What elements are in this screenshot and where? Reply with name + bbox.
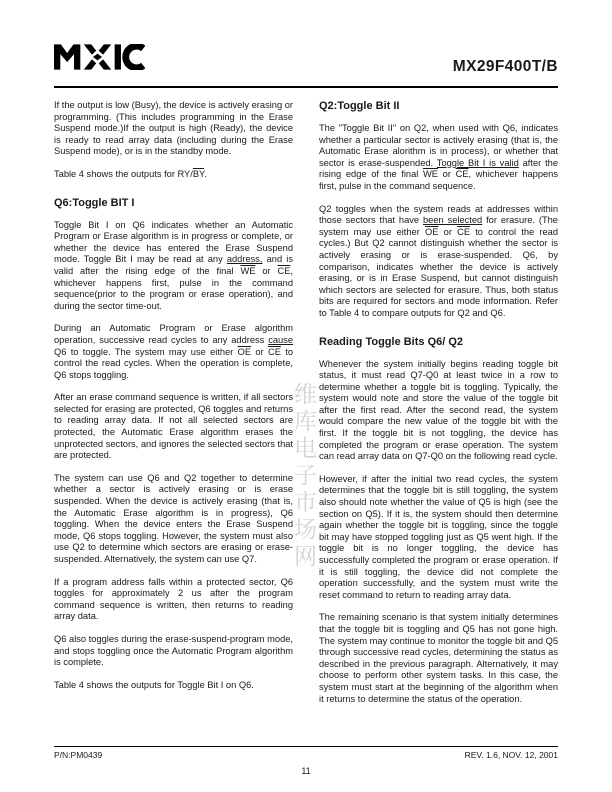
paragraph-erase-suspend-program: Q6 also toggles during the erase-suspend-program mode, and stops toggling once the Automatic Program algorithm is complete. [54, 633, 293, 668]
header-divider [54, 86, 558, 88]
macronix-logo [54, 44, 149, 75]
page-footer [54, 746, 558, 776]
section-heading-reading-toggle-bits: Reading Toggle Bits Q6/ Q2 [319, 335, 464, 348]
right-column [319, 100, 558, 744]
paragraph-toggle-bit-2-intro: The "Toggle Bit II" on Q2, when used with Q6, indicates whether a particular sector is actively erasing (that is, the Automatic Erase alorithm is in process), or whether that sector is erase-suspended. Toggle Bit I is valid after the rising edge of the final $\overline{WE}$ or $\overline{CE}$, whichever happens first, pulse in the command sequence. [319, 123, 558, 191]
paragraph-q2-toggles: Q2 toggles when the system reads at addresses within those sectors that have been selected for erasure. (The system may use either $\overline{OE}$ or $\overline{CE}$ to control the read cycles.) But Q2 cannot distinguish whether the sector is actively erasing or is erase-suspended. Q6, by comparison, indicates whether the device is actively erasing, or is in Erase Suspend, but cannot distinguish which sectors are selected for erasure. Thus, both status bits are required for sectors and mode information. Refer to Table 4 to compare outputs for Q2 and Q6. [319, 203, 558, 318]
document-body [54, 100, 558, 744]
document-part-number: P/N:PM0439 [54, 750, 103, 760]
paragraph-protected-sector: If a program address falls within a protected sector, Q6 toggles for approximately 2 us after the program command sequence is written, then returns to reading array data. [54, 576, 293, 622]
paragraph-output-status: If the output is low (Busy), the device is actively erasing or programming. (This includes programming in the Erase Suspend mode.)If the output is high (Ready), the device is ready to read array data (including during the Erase Suspend mode), or is in the standby mode. [54, 100, 293, 157]
footer-divider [54, 746, 558, 747]
paragraph-table4-toggle-bit: Table 4 shows the outputs for Toggle Bit I on Q6. [54, 679, 254, 690]
revision-text: REV. 1.6, NOV. 12, 2001 [464, 750, 558, 760]
paragraph-erase-command: After an erase command sequence is written, if all sectors selected for erasing are protected, Q6 toggles and returns to reading array data. If not all selected sectors are protected, the Automatic Erase algorithm erases the unprotected sectors, and ignores the selected sectors that are protected. [54, 392, 293, 461]
part-number-title: MX29F400T/B [452, 58, 558, 75]
page-number: 11 [301, 766, 311, 776]
paragraph-toggle-bit-1-intro: Toggle Bit I on Q6 indicates whether an Automatic Program or Erase algorithm is in progress or complete, or whether the device has entered the Erase Suspend mode. Toggle Bit I may be read at any address, and is valid after the rising edge of the final $\overline{WE}$ or $\overline{CE}$, whichever happens first, pulse in the command sequence(prior to the program or erase operation), and during the sector time-out. [54, 219, 293, 311]
section-heading-q6-toggle-bit-1: Q6:Toggle BIT I [54, 196, 135, 209]
paragraph-reading-toggle-status: Whenever the system initially begins reading toggle bit status, it must read Q7-Q0 at least twice in a row to determine whether a toggle bit is toggling. Typically, the system would note and store the value of the toggle bit after the first read. After the second read, the system would compare the new value of the toggle bit with the first. If the toggle bit is not toggling, the device has completed the program or erase operation. The system can read array data on Q7-Q0 on the following read cycle. [319, 358, 558, 462]
mxic-logo-icon [54, 44, 149, 70]
paragraph-remaining-scenario: The remaining scenario is that system initially determines that the toggle bit is toggling and Q5 has not gone high. The system may continue to monitor the toggle bit and Q5 through successive read cycles, determining the status as described in the previous paragraph. Alternatively, it may choose to perform other system tasks. In this case, the system must start at the beginning of the algorithm when it returns to determine the status of the operation. [319, 612, 558, 704]
left-column [54, 100, 293, 744]
section-heading-q2-toggle-bit-2: Q2:Toggle Bit II [319, 100, 400, 112]
watermark-text: 维库电子市场网 [291, 382, 317, 571]
paragraph-q6-q2-together: The system can use Q6 and Q2 together to determine whether a sector is actively erasing or is erase suspended. When the device is actively erasing (that is, the Automatic Erase algorithm is in progress), Q6 toggling. When the device enters the Erase Suspend mode, Q6 stops toggling. However, the system must also use Q2 to determine which sectors are erasing or erase-suspended. Alternatively, the system can use Q7. [54, 472, 293, 564]
paragraph-initial-two-reads: However, if after the initial two read cycles, the system determines that the toggle bit is still toggling, the system also should note whether the value of Q5 is high (see the section on Q5). If it is, the system should then determine again whether the toggle bit is toggling, since the toggle bit may have stopped toggling just as Q5 went high. If the toggle bit is no longer toggling, the device has successfully completed the program or erase operation. If it is still toggling, the device did not complete the operation successfully, and the system must write the reset command to return to reading array data. [319, 473, 558, 600]
paragraph-table4-r yby: Table 4 shows the outputs for $RY/\overline{BY}$. [54, 168, 207, 179]
paragraph-read-cycles-toggle: During an Automatic Program or Erase algorithm operation, successive read cycles to any address cause Q6 to toggle. The system may use either $\overline{OE}$ or $\overline{CE}$ to control the read cycles. When the operation is complete, Q6 stops toggling. [54, 323, 293, 380]
page-header [54, 42, 558, 88]
